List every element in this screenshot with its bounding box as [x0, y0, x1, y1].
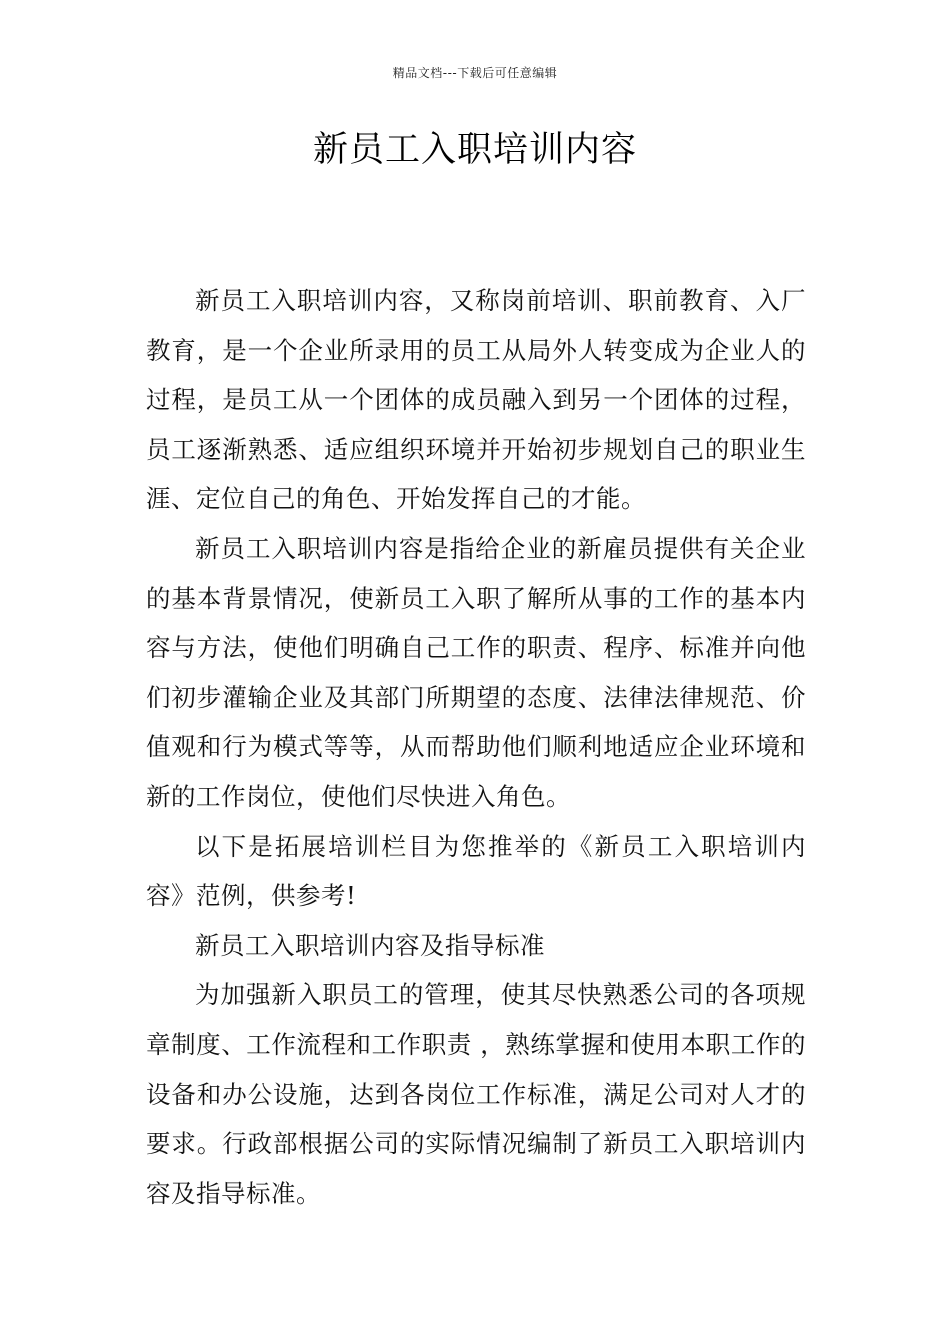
header-note: 精品文档---下载后可任意编辑 — [392, 66, 558, 80]
paragraph: 为加强新入职员工的管理，使其尽快熟悉公司的各项规章制度、工作流程和工作职责 ，熟练掌握和使用本职工作的设备和办公设施，达到各岗位工作标准，满足公司对人才的要求。行政部根据公司的实际情况编制了新员工入职培训内容及指导标准。 — [146, 980, 806, 1208]
paragraph: 新员工入职培训内容是指给企业的新雇员提供有关企业的基本背景情况，使新员工入职了解所从事的工作的基本内容与方法，使他们明确自己工作的职责、程序、标准并向他们初步灌输企业及其部门所期望的态度、法律法律规范、价值观和行为模式等等，从而帮助他们顺利地适应企业环境和新的工作岗位，使他们尽快进入角色。 — [146, 533, 806, 811]
document-body — [146, 276, 806, 1218]
document-title: 新员工入职培训内容 — [312, 130, 637, 170]
paragraph: 新员工入职培训内容，又称岗前培训、职前教育、入厂教育，是一个企业所录用的员工从局外人转变成为企业人的过程，是员工从一个团体的成员融入到另一个团体的过程，员工逐渐熟悉、适应组织环境并开始初步规划自己的职业生涯、定位自己的角色、开始发挥自己的才能。 — [146, 286, 806, 514]
paragraph: 以下是拓展培训栏目为您推举的《新员工入职培训内容》范例，供参考! — [146, 831, 806, 911]
section-heading: 新员工入职培训内容及指导标准 — [195, 930, 545, 960]
